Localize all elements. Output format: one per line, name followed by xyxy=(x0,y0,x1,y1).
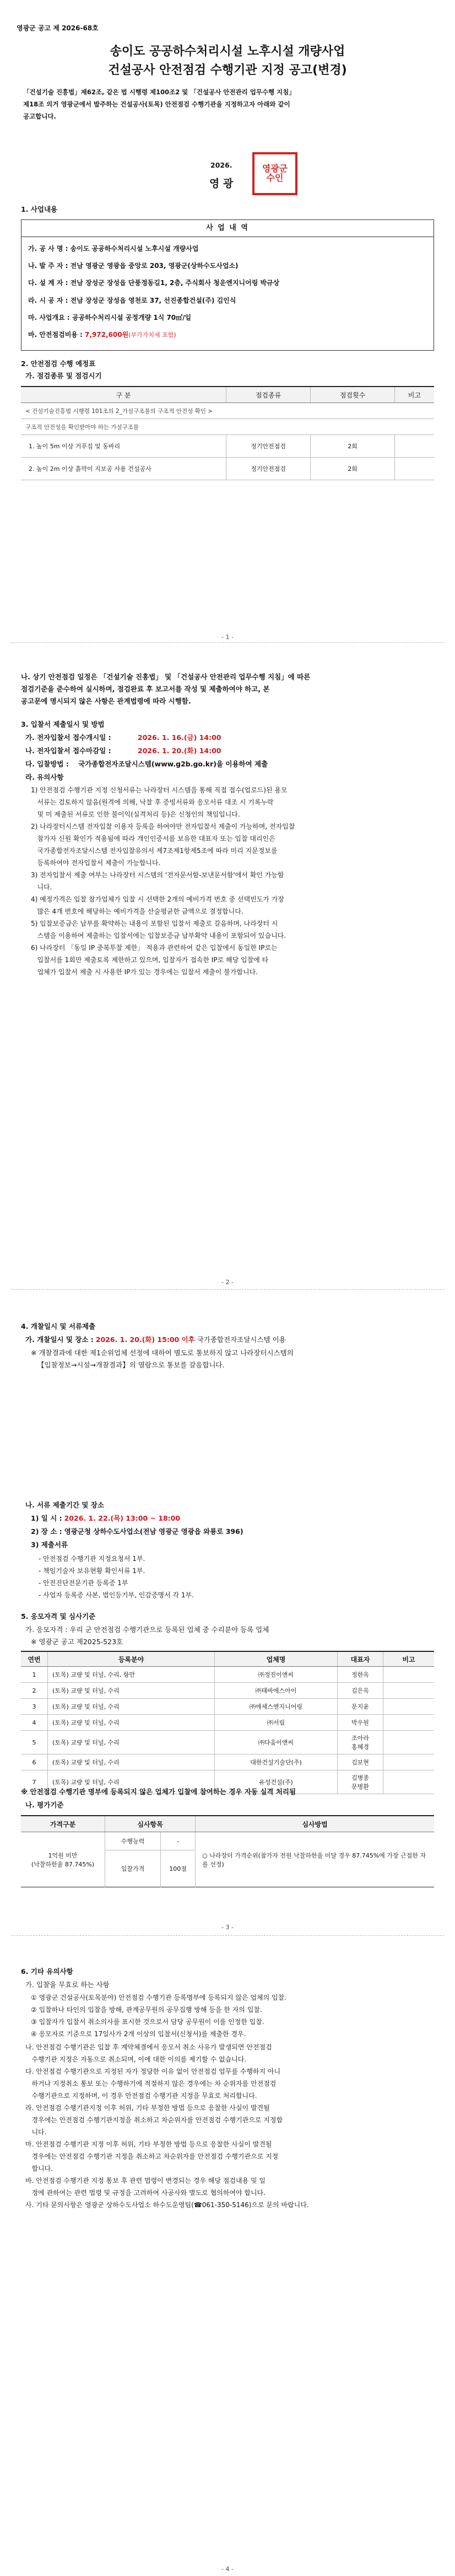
caution-line: 업체가 입찰서 제출 시 사용한 IP가 있는 경우에는 입찰서 제출이 불가합니다. xyxy=(31,968,258,976)
schedule-header-row xyxy=(21,387,434,403)
cancel-list xyxy=(31,1992,438,2040)
bid-start: 2026. 1. 16.(금) 14:00 xyxy=(138,733,221,742)
page-1 xyxy=(0,0,455,640)
overview-box xyxy=(21,219,434,351)
org-no: 5 xyxy=(21,1731,48,1754)
caution-line: 4) 예정가격은 입찰 참가업체가 입찰 시 선택한 2개의 예비가격 번호 중 선택빈도가 가장 xyxy=(31,895,284,903)
schedule-note2: 구조적 안전성을 확인받아야 하는 가설구조물 xyxy=(21,419,434,435)
opening-place: 국가종합전자조달시스템 이용 xyxy=(194,1335,286,1344)
issuer: 영 광 xyxy=(209,178,234,190)
eval-header-row xyxy=(21,1816,434,1832)
eval-item-name: 입찰가격 xyxy=(105,1850,161,1887)
other-item: 경우에는 안전점검 수행기관 지정을 취소하고 차순위자를 안전점검 수행기관으로 지정 xyxy=(25,2153,279,2160)
overview-row xyxy=(28,309,427,326)
schedule-note: < 건설기술진흥법 시행령 101조의 2_가설구조물의 구조적 안전성 확인 > xyxy=(21,403,434,419)
org-header-no: 연번 xyxy=(21,1651,48,1667)
docs-period-line xyxy=(31,1513,180,1524)
other-item: 경우에는 안전점검 수행기관지정을 취소하고 차순위자를 안전점검 수행기관으로 지정합 xyxy=(25,2116,283,2124)
overview-row xyxy=(28,257,427,275)
caution-line: 입찰서를 1회만 제출토록 제한하고 있으며, 입찰자가 접속한 IP로 해당 입찰에 타 xyxy=(31,956,269,964)
org-field: (토목) 교량 및 터널, 수리, 항만 xyxy=(48,1667,215,1683)
page-2 xyxy=(0,644,455,1288)
eval-item-score: 100점 xyxy=(161,1850,196,1887)
schedule-body xyxy=(21,435,434,480)
page-number: - 2 - xyxy=(221,1279,234,1286)
opening-note-2: 【입찰정보→시설→개찰결과】의 열람으로 통보를 갈음합니다. xyxy=(37,1361,225,1369)
schedule-item: 2. 높이 2m 이상 흙막이 지보공 사용 건설공사 xyxy=(21,458,226,480)
title-line-1: 송이도 공공하수처리시설 노후시설 개량사업 xyxy=(110,45,345,58)
org-note xyxy=(383,1715,435,1731)
caution-line: 3) 전자입찰서 제출 여부는 나라장터 시스템의 '전자문서함-보낸문서함'에서 확인 가능함 xyxy=(31,871,284,879)
overview-value: 전남 장성군 장성읍 영천로 37, 선진종합건설(주) 김인식 xyxy=(70,296,236,304)
schedule-count: 2회 xyxy=(311,435,395,458)
notice-line-2: 점검기준을 준수하여 실시하며, 점검완료 후 보고서를 작성 및 제출하여야 하고, 본 xyxy=(21,685,270,693)
org-note xyxy=(383,1754,435,1770)
org-name: ㈜에세스엔지니어링 xyxy=(215,1699,338,1715)
organization-table xyxy=(21,1651,434,1794)
intro-line-2: 제18조 의거 영광군에서 발주하는 건설공사(토목) 안전점검 수행기관을 지정하고자 아래와 같이 xyxy=(23,100,290,108)
org-name: ㈜정진이앤씨 xyxy=(215,1667,338,1683)
other-item: 하거나 지정취소 통보 또는 수행하기에 적절하지 않은 경우에는 차 순위자를 안전점검 xyxy=(25,2080,277,2087)
org-field: (토목) 교량 및 터널, 수리 xyxy=(48,1754,215,1770)
caution-line: 및 미 제출된 서류로 인한 불이익(실격처리 등)은 신청인의 책임입니다. xyxy=(31,811,240,818)
org-no: 3 xyxy=(21,1699,48,1715)
other-item: 마. 안전점검 수행기관 지정 이후 허위, 기타 부정한 방법 등으로 응찰한 사실이 발견될 xyxy=(25,2140,272,2148)
org-no: 1 xyxy=(21,1667,48,1683)
header-type: 점검종류 xyxy=(226,387,311,403)
overview-label: 다. 설 계 자 : xyxy=(28,279,68,287)
schedule-note2-row xyxy=(21,419,434,435)
overview-label: 나. 발 주 자 : xyxy=(28,262,68,270)
org-rep: 정한옥 xyxy=(338,1667,383,1683)
eval-method: ○ 나라장터 가격순위(참가자 전원 낙찰하한율 미달 경우 87.745%에 가장 근접한 자를 선정) xyxy=(196,1832,434,1887)
org-name: 대한건설기술단(주) xyxy=(215,1754,338,1770)
overview-value-note: (부가가치세 포함) xyxy=(128,331,176,339)
opening-note-1: ※ 개찰결과에 대한 제1순위업체 선정에 대하여 별도로 통보하지 않고 나라장터시스템의 xyxy=(31,1349,294,1357)
schedule-note-cell xyxy=(395,435,435,458)
org-row xyxy=(21,1667,434,1683)
overview-label: 바. 안전점검비용 : xyxy=(28,330,83,339)
schedule-item: 1. 높이 5m 이상 거푸집 및 동바리 xyxy=(21,435,226,458)
qualification-reference: ※ 영광군 공고 제2025-523호 xyxy=(31,1638,123,1646)
overview-value: 전남 영광군 영광읍 중앙로 203, 영광군(상하수도사업소) xyxy=(70,262,239,270)
caution-label: 라. 유의사항 xyxy=(25,773,64,781)
org-rep: 박우원 xyxy=(338,1715,383,1731)
section-6-heading: 6. 기타 유의사항 xyxy=(21,1967,73,1976)
docs-item: - 책임기술자 보유현황 확인서류 1부. xyxy=(39,1567,145,1575)
overview-row xyxy=(28,240,427,257)
other-item: 라. 안전점검 수행기관지정 이후 허위, 기타 부정한 방법 등으로 응찰한 사실이 발견될 xyxy=(25,2104,270,2112)
other-item: 나. 안전점검 수행기관은 입찰 후 계약체결에서 응모서 취소 사유가 발생되면 안전점검 xyxy=(25,2043,272,2051)
eval-item-name: 수행능력 xyxy=(105,1832,161,1850)
other-item: 니다. xyxy=(25,2128,47,2136)
caution-line: 참가자 신원 확인가 적용됨에 따라 개인인증서를 보유한 대표자 또는 입찰 대리인은 xyxy=(31,835,275,842)
schedule-note-cell xyxy=(395,458,435,480)
org-note xyxy=(383,1731,435,1754)
org-rep: 문지윤 xyxy=(338,1699,383,1715)
page-divider xyxy=(11,1935,444,1936)
caution-line: 1) 안전점검 수행기관 지정 신청서류는 나라장터 시스템을 통해 직접 접수(업로드)된 용모 xyxy=(31,786,288,794)
page-divider xyxy=(11,642,444,643)
caution-line: 니다. xyxy=(31,883,52,891)
official-seal xyxy=(252,152,297,195)
bid-method-label: 다. 입찰방법 : xyxy=(25,760,69,768)
other-item: 사. 기타 문의사항은 영광군 상하수도사업소 하수도운영팀(☎061-350-5146)으로 문의 바랍니다. xyxy=(25,2201,309,2209)
overview-value: 7,972,600원 xyxy=(85,330,129,339)
caution-line: 국가종합전자조달시스템 전자입찰유의서 제7조제1항제5조에 따라 미리 지문정보를 xyxy=(31,847,278,855)
eval-header-method: 심사방법 xyxy=(196,1816,434,1832)
header-category: 구 분 xyxy=(21,387,226,403)
org-note xyxy=(383,1667,435,1683)
caution-line: 2) 나라장터시스템 전자입찰 이용자 등록을 하여야만 전자입찰서 제출이 가능하며, 전자입찰 xyxy=(31,823,295,830)
organization-note: ※ 안전점검 수행기관 명부에 등록되지 않은 업체가 입찰에 참여하는 경우 자동 실격 처리됨 xyxy=(21,1788,296,1796)
org-rep: 김보현 xyxy=(338,1754,383,1770)
org-no: 6 xyxy=(21,1754,48,1770)
seal-text: 영광군수인 xyxy=(262,163,288,183)
caution-line: 많은 4개 번호에 해당하는 예비가격을 산술평균한 금액으로 결정합니다. xyxy=(31,908,243,915)
section-5-heading: 5. 응모자격 및 심사기준 xyxy=(21,1612,96,1620)
notice-line-3: 공고문에 명시되지 않은 사항은 관계법령에 따라 시행함. xyxy=(21,697,191,705)
overview-label: 라. 시 공 자 : xyxy=(28,296,68,304)
other-item: 정에 관하여는 관련 법령 및 규정을 고려하여 사공사와 별도로 협의하여야 합니다. xyxy=(25,2189,266,2197)
bid-end-label: 나. 전자입찰서 접수마감일 : xyxy=(25,747,111,755)
cancel-item: ① 영광군 건설공사(토목분야) 안전점검 수행기관 등록명부에 등록되지 않은 업체의 입찰. xyxy=(31,1994,286,2001)
org-rep: 조아라 홍혜경 xyxy=(338,1731,383,1754)
schedule-type: 정기안전점검 xyxy=(226,435,311,458)
cancel-item: ③ 입찰자가 입찰서 취소의사를 표시한 것으로서 담당 공무원이 이를 인정한 입찰. xyxy=(31,2018,264,2026)
docs-period: 2026. 1. 22.(목) 13:00 ~ 18:00 xyxy=(64,1514,181,1522)
overview-row xyxy=(28,292,427,309)
overview-value: 공공하수처리시설 공정개량 1식 70㎥/일 xyxy=(72,313,192,321)
caution-line: 스템을 이용하여 제출하는 입찰서에는 입찰보증금 납부확약 내용이 포함되어 있습니다. xyxy=(31,932,286,940)
eval-header-price: 가격구분 xyxy=(21,1816,105,1832)
org-no: 7 xyxy=(21,1770,48,1794)
org-field: (토목) 교량 및 터널, 수리 xyxy=(48,1715,215,1731)
eval-row-1 xyxy=(21,1832,434,1850)
opening-time: 2026. 1. 20.(화) 15:00 이후 xyxy=(95,1335,195,1344)
section-1-heading: 1. 사업내용 xyxy=(21,205,58,213)
schedule-type: 정기안전점검 xyxy=(226,458,311,480)
schedule-note-row xyxy=(21,403,434,419)
org-field: (토목) 교량 및 터널, 수리 xyxy=(48,1699,215,1715)
org-name: ㈜다움이앤씨 xyxy=(215,1731,338,1754)
page-number: - 1 - xyxy=(221,634,234,641)
org-field: (토목) 교량 및 터널, 수리 xyxy=(48,1683,215,1699)
schedule-row xyxy=(21,435,434,458)
bid-end: 2026. 1. 20.(화) 14:00 xyxy=(138,747,221,755)
docs-place: 영광군청 상하수도사업소(전남 영광군 영광읍 와룡로 396) xyxy=(64,1527,243,1536)
org-row xyxy=(21,1715,434,1731)
org-rep: 김병종 문병환 xyxy=(338,1770,383,1794)
overview-title: 사 업 내 역 xyxy=(21,220,434,237)
intro-line-1: 「건설기술 진흥법」제62조, 같은 법 시행령 제100조2 및 「건설공사 안전관리 업무수행 지침」 xyxy=(23,88,295,96)
overview-label: 가. 공 사 명 : xyxy=(28,245,68,253)
caution-line: 6) 나라장터 「동일 IP 중복투찰 제한」 적용과 관련하여 같은 입찰에서 동일한 IP로는 xyxy=(31,944,278,952)
evaluation-table xyxy=(21,1815,434,1887)
org-header-note: 비고 xyxy=(383,1651,435,1667)
org-name: ㈜태바에스아이 xyxy=(215,1683,338,1699)
overview-value: 전남 장성군 장성읍 단풍정동길1, 2층, 주식회사 청운엔지니어링 박규상 xyxy=(70,279,280,287)
org-header-row xyxy=(21,1651,434,1667)
page-number: - 4 - xyxy=(221,2566,234,2573)
overview-row xyxy=(28,326,427,344)
intro-line-3: 공고합니다. xyxy=(23,112,56,120)
other-list xyxy=(25,2041,438,2211)
docs-place-line xyxy=(31,1526,243,1537)
caution-line: 5) 입찰보증금은 납부를 확약하는 내용이 포함된 입찰서 제출로 갈음하며, 나라장터 시 xyxy=(31,920,278,927)
evaluation-label: 나. 평가기준 xyxy=(25,1801,64,1809)
overview-label: 마. 사업개요 : xyxy=(28,313,70,321)
qualification-text: 가. 응모자격 : 우리 군 안전점검 수행기관으로 등록된 업체 중 수리분야 등록 업체 xyxy=(25,1625,269,1634)
overview-value: 송이도 공공하수처리시설 노후시설 개량사업 xyxy=(70,245,199,253)
cancel-label: 가. 입찰을 무효로 하는 사항 xyxy=(25,1981,110,1989)
overview-list xyxy=(21,237,434,347)
caution-line: 서류는 검토하지 않음(원격에 의해, 낙찰 후 증빙서류와 응모서류 대조 시 기록누락 xyxy=(31,798,274,806)
cancel-item: ④ 응모자로 기준으로 17일사가 2개 이상의 입찰서(신청서)를 제출한 경우. xyxy=(31,2030,246,2038)
schedule-count: 2회 xyxy=(311,458,395,480)
page-divider xyxy=(11,1289,444,1290)
other-item: 수행기관으로 지정하며, 이 경우 안전점검 수행기관 지정을 무효로 처리합니다. xyxy=(25,2092,257,2100)
org-header-name: 업체명 xyxy=(215,1651,338,1667)
org-header-field: 등록분야 xyxy=(48,1651,215,1667)
opening-line xyxy=(25,1334,286,1345)
other-item: 수행기관 지정은 자동으로 취소되며, 이에 대한 이의를 제기할 수 없습니다. xyxy=(25,2056,247,2063)
org-header-rep: 대표자 xyxy=(338,1651,383,1667)
header-note: 비고 xyxy=(395,387,435,403)
docs-item: - 사업자 등록증 사본, 법인등기부, 인감증명서 각 1부. xyxy=(39,1591,194,1599)
org-name: ㈜서림 xyxy=(215,1715,338,1731)
page-4 xyxy=(0,1936,455,2576)
org-row xyxy=(21,1731,434,1754)
eval-price-class: 1억원 미만 (낙찰하한율 87.745%) xyxy=(31,1852,95,1868)
org-name: 유성건설(주) xyxy=(215,1770,338,1794)
section-2-heading: 2. 안전점검 수행 예정표 xyxy=(21,359,96,368)
docs-list xyxy=(39,1553,424,1601)
docs-label: 나. 서류 제출기간 및 장소 xyxy=(25,1501,104,1509)
section-4-heading: 4. 개찰일시 및 서류제출 xyxy=(21,1322,96,1330)
notice-line-1: 나. 상기 안전점검 일정은 「건설기술 진흥법」 및 「건설공사 안전관리 업무수행 지침」에 따른 xyxy=(21,673,311,681)
eval-header-item: 심사항목 xyxy=(105,1816,196,1832)
docs-item: - 안전점검 수행기관 지정요청서 1부. xyxy=(39,1555,145,1563)
notice-number: 영광군 공고 제 2026-68호 xyxy=(17,24,99,32)
other-item: 바. 안전점검 수행기관 지정 통보 후 관련 법령이 변경되는 경우 해당 점검내용 및 일 xyxy=(25,2177,266,2185)
org-no: 4 xyxy=(21,1715,48,1731)
bid-method: 국가종합전자조달시스템(www.g2b.go.kr)을 이용하여 제출 xyxy=(78,760,268,768)
docs-place-label: 2) 장 소 : xyxy=(31,1527,62,1536)
announce-date: 2026. xyxy=(210,161,232,169)
org-field: (토목) 교량 및 터널, 수리 xyxy=(48,1770,215,1794)
other-item: 합니다. xyxy=(25,2165,53,2172)
org-field: (토목) 교량 및 터널, 수리 xyxy=(48,1731,215,1754)
overview-row xyxy=(28,275,427,292)
schedule-row xyxy=(21,458,434,480)
section-3-heading: 3. 입찰서 제출일시 및 방법 xyxy=(21,720,105,728)
docs-items-label: 3) 제출서류 xyxy=(31,1541,68,1549)
org-body xyxy=(21,1667,434,1794)
bid-start-label: 가. 전자입찰서 접수개시일 : xyxy=(25,733,111,742)
eval-item-score: - xyxy=(161,1832,196,1850)
cancel-item: ② 입찰하나 타인의 입찰을 방해, 관계공무원의 공무집행 방해 등을 한 자의 입찰. xyxy=(31,2006,262,2014)
docs-period-label: 1) 일 시 : xyxy=(31,1514,62,1522)
opening-label: 가. 개찰일시 및 장소 : xyxy=(25,1335,94,1344)
section-2-sub: 가. 점검종류 및 점검시기 xyxy=(25,372,102,380)
org-row xyxy=(21,1754,434,1770)
org-note xyxy=(383,1699,435,1715)
other-item: 다. 안전점검 수행기관으로 지정된 자가 정당한 이유 없이 안전점검 업무를 수행하지 아니 xyxy=(25,2068,281,2075)
org-note xyxy=(383,1683,435,1699)
org-row xyxy=(21,1683,434,1699)
docs-item: - 안전진단전문기관 등록증 1부 xyxy=(39,1579,128,1587)
org-no: 2 xyxy=(21,1683,48,1699)
schedule-table xyxy=(21,386,434,480)
caution-list xyxy=(31,784,438,978)
header-count: 점검횟수 xyxy=(311,387,395,403)
org-note xyxy=(383,1770,435,1794)
org-rep: 김은옥 xyxy=(338,1683,383,1699)
title-line-2: 건설공사 안전점검 수행기관 지정 공고(변경) xyxy=(108,63,347,77)
caution-line: 등록하여야 전자입찰서 제출이 가능합니다. xyxy=(31,859,161,867)
page-3 xyxy=(0,1290,455,1933)
org-row xyxy=(21,1699,434,1715)
page-number: - 3 - xyxy=(221,1924,234,1931)
